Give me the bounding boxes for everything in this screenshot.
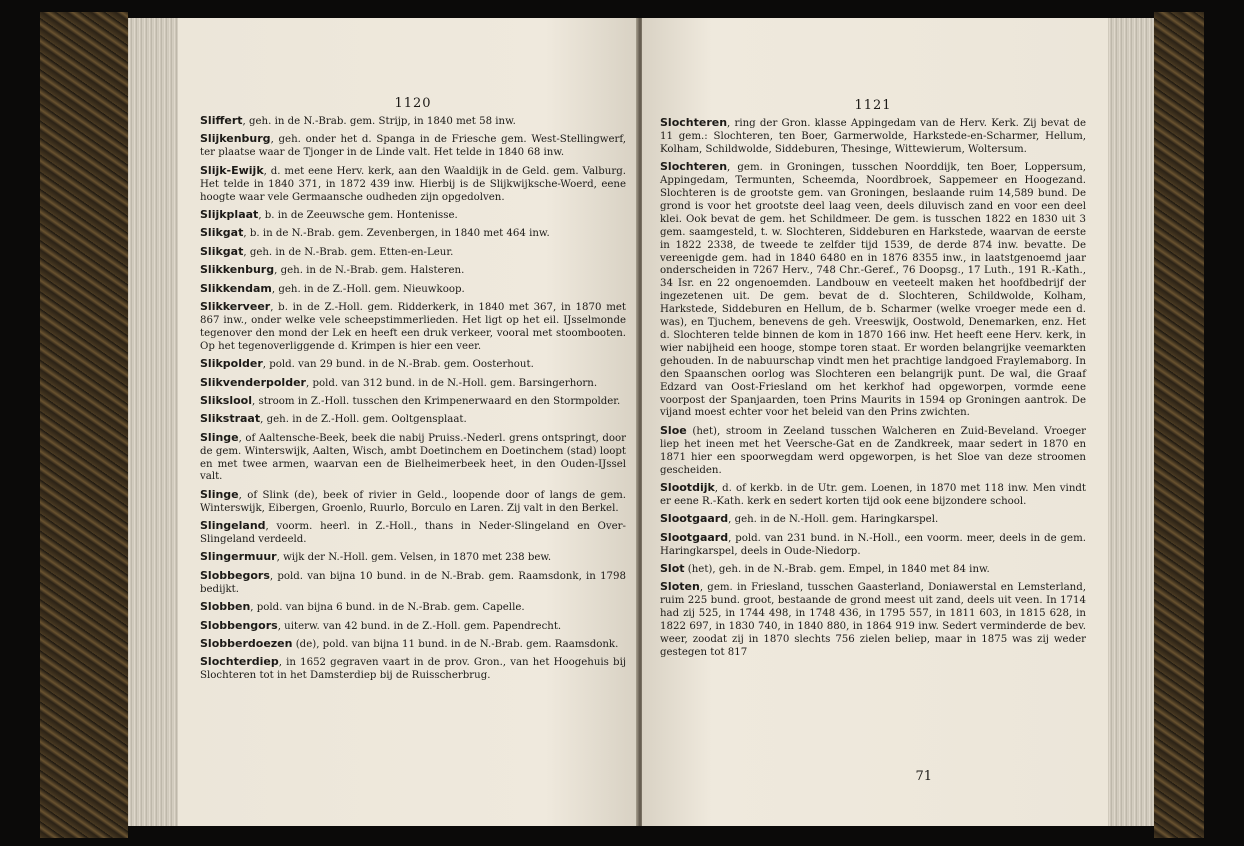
book-cover-left xyxy=(40,12,128,838)
entry-headword: Slootdijk xyxy=(660,480,715,494)
dictionary-entry xyxy=(660,117,1086,157)
right-page xyxy=(642,18,1108,826)
entry-text: , wijk der N.-Holl. gem. Velsen, in 1870 met 238 bew. xyxy=(276,552,552,564)
entry-headword: Slootgaard xyxy=(660,530,729,544)
entry-headword: Slochteren xyxy=(660,160,728,174)
dictionary-entry xyxy=(660,513,1086,527)
entry-text: , pold. van 231 bund. in N.-Holl., een voorm. meer, deels in de gem. Haringkarspel, deels in Oude-Niedorp. xyxy=(660,532,1086,557)
entry-headword: Slikgat xyxy=(200,244,244,258)
entry-text: (het), stroom in Zeeland tusschen Walcheren en Zuid-Beveland. Vroeger liep het ineen met het Veersche-Gat en de Zandkreek, maar sedert in 1870 en 1871 hier een spoorwegdam werd opgeworpen, is het Sloe van deze stroomen gescheiden. xyxy=(660,425,1086,476)
page-edges-left xyxy=(128,18,178,826)
entry-headword: Slingeland xyxy=(200,519,266,533)
entry-text: , pold. van bijna 6 bund. in de N.-Brab. gem. Capelle. xyxy=(250,602,525,614)
dictionary-entry xyxy=(200,133,626,160)
dictionary-entry xyxy=(200,283,626,297)
entry-text: , voorm. heerl. in Z.-Holl., thans in Neder-Slingeland en Over-Slingeland verdeeld. xyxy=(200,521,626,546)
entry-text: (het), geh. in de N.-Brab. gem. Empel, in 1840 met 84 inw. xyxy=(684,564,990,575)
dictionary-entry xyxy=(200,209,626,223)
dictionary-entry xyxy=(200,432,626,485)
entry-headword: Slochteren xyxy=(660,116,728,129)
entry-headword: Slingermuur xyxy=(200,550,277,564)
entry-headword: Slikslool xyxy=(200,393,252,407)
entry-text: , of Slink (de), beek of rivier in Geld., loopende door of langs de gem. Winterswijk, Eibergen, Groenlo, Ruurlo, Borculo en Laren. Zij valt in den Berkel. xyxy=(200,489,626,514)
dictionary-entry xyxy=(200,165,626,205)
entry-headword: Slikpolder xyxy=(200,357,263,371)
dictionary-entry xyxy=(200,551,626,565)
dictionary-entry xyxy=(660,425,1086,478)
entry-headword: Slot xyxy=(660,562,685,575)
entry-headword: Slikkendam xyxy=(200,281,272,295)
dictionary-entry xyxy=(200,246,626,260)
entry-text: , d. met eene Herv. kerk, aan den Waaldijk in de Geld. gem. Valburg. Het telde in 1840 371, in 1872 439 inw. Hierbij is de Slijkwijksche-Woerd, eene hoogte waar vele Germaansche oudheden zijn opgedolven. xyxy=(200,165,626,203)
entry-text: , in 1652 gegraven vaart in de prov. Gron., van het Hoogehuis bij Slochteren tot in het Damsterdiep bij de Ruisscherbrug. xyxy=(200,657,626,682)
entry-text: , pold. van 312 bund. in de N.-Holl. gem. Barsingerhorn. xyxy=(305,377,598,389)
entry-text: , b. in de N.-Brab. gem. Zevenbergen, in 1840 met 464 inw. xyxy=(243,228,550,240)
entries-left xyxy=(200,115,626,683)
entry-headword: Slobbengors xyxy=(200,618,278,632)
entry-headword: Slijkenburg xyxy=(200,132,271,146)
entry-text: , pold. van bijna 10 bund. in de N.-Brab. gem. Raamsdonk, in 1798 bedijkt. xyxy=(200,570,626,595)
page-number-right: 1121 xyxy=(854,98,892,113)
entry-text: , of Aaltensche-Beek, beek die nabij Pruiss.-Nederl. grens ontspringt, door de gem. Winterswijk, Aalten, Wisch, ambt Doetinchem en Doetinchem (stad) loopt en met twee armen, waarvan een de Bielheimerbeek heet, in den Ouden-IJssel valt. xyxy=(200,432,626,483)
page-edges-right xyxy=(1108,18,1154,826)
dictionary-entry xyxy=(660,482,1086,509)
dictionary-entry xyxy=(200,413,626,427)
entry-text: , stroom in Z.-Holl. tusschen den Krimpenerwaard en den Stormpolder. xyxy=(251,395,621,407)
page-number-left: 1120 xyxy=(394,96,432,111)
entry-headword: Slikstraat xyxy=(200,412,261,426)
book-cover-right xyxy=(1154,12,1204,838)
entry-text: , gem. in Groningen, tusschen Noorddijk, ten Boer, Loppersum, Appingedam, Termunten, Scheemda, Noordbroek, Sappemeer en Hoogezand. Slochteren is de grootste gem. van Groningen, beslaande ruim 14,589 bund. De grond is voor het grootste deel laag veen, deels diluvisch zand en voor een deel klei. Ook bevat de gem. het Schildmeer. De gem. is tusschen 1822 en 1830 uit 3 gem. saamgesteld, t. w. Slochteren, Siddeburen en Harkstede, waarvan de eerste in 1822 2338, de tweede te zelfder tijd 1539, de derde 874 inw. bevatte. De vereenigde gem. had in 1840 6480 en in 1876 8355 inw., in laatstgenoemd jaar onderscheiden in 7267 Herv., 748 Chr.-Geref., 76 Doopsg., 17 Luth., 191 R.-Kath., 34 Isr. en 22 ongenoemden. Landbouw en veeteelt maken het hoofdbedrijf der ingezetenen uit. De gem. bevat de d. Slochteren, Schildwolde, Kolham, Harkstede, Siddeburen en Hellum, de b. Scharmer (welke vroeger mede een d. was), en Tjuchem, benevens de geh. Vreeswijk, Oostwold, Denemarken, enz. Het d. Slochteren telde binnen de kom in 1870 166 inw. Het heeft eene Herv. kerk, in wier nabijheid een hooge, stompe toren staat. Er worden belangrijke veemarkten gehouden. In de nabuurschap vindt men het prachtige landgoed Fraylemaborg. In den Spaanschen oorlog was Slochteren een belangrijk punt. De wal, die Graaf Edzard van Oost-Friesland om het kerkhof had opgeworpen, vormde eene voorpost der Spanjaarden, toen Prins Maurits in 1594 op Groningen aantrok. De vijand moest echter voor het beleid van den Prins zwichten. xyxy=(660,162,1086,419)
entry-headword: Slinge xyxy=(200,430,239,444)
entry-headword: Sliffert xyxy=(200,114,243,127)
entry-headword: Slikkenburg xyxy=(200,263,275,277)
entry-text: , gem. in Friesland, tusschen Gaasterland, Doniawerstal en Lemsterland, ruim 225 bund. groot, bestaande de grond meest uit zand, deels uit veen. In 1714 had zij 525, in 1744 498, in 1748 436, in 1795 557, in 1811 603, in 1815 628, in 1822 697, in 1830 740, in 1840 880, in 1864 919 inw. Sedert verminderde de bev. weer, zoodat zij in 1870 slechts 756 zielen beliep, maar in 1875 was zij weder gestegen tot 817 xyxy=(660,582,1086,658)
entry-headword: Slochterdiep xyxy=(200,655,279,669)
dictionary-entry xyxy=(200,358,626,372)
left-page xyxy=(178,18,638,826)
entry-text: , geh. in de N.-Brab. gem. Strijp, in 1840 met 58 inw. xyxy=(242,116,516,127)
dictionary-entry xyxy=(200,570,626,597)
dictionary-entry xyxy=(200,520,626,547)
signature-mark: 71 xyxy=(915,769,932,784)
entry-text: , d. of kerkb. in de Utr. gem. Loenen, in 1870 met 118 inw. Men vindt er eene R.-Kath. kerk en sedert korten tijd ook eene bijzondere school. xyxy=(660,482,1086,507)
entry-headword: Slikvenderpolder xyxy=(200,375,306,389)
entry-headword: Slikgat xyxy=(200,226,244,240)
entry-headword: Slootgaard xyxy=(660,512,729,526)
dictionary-entry xyxy=(200,620,626,634)
entries-right xyxy=(660,117,1086,660)
dictionary-entry xyxy=(200,264,626,278)
entry-text: , geh. in de N.-Brab. gem. Etten-en-Leur. xyxy=(243,246,454,258)
dictionary-entry xyxy=(660,563,1086,577)
dictionary-entry xyxy=(200,638,626,652)
entry-text: , uiterw. van 42 bund. in de Z.-Holl. gem. Papendrecht. xyxy=(277,620,562,632)
dictionary-entry xyxy=(200,301,626,354)
entry-text: , geh. in de N.-Brab. gem. Halsteren. xyxy=(274,265,465,277)
entry-headword: Slijk-Ewijk xyxy=(200,163,264,177)
dictionary-entry xyxy=(200,227,626,241)
dictionary-entry xyxy=(200,377,626,391)
entry-headword: Slobbegors xyxy=(200,568,270,582)
entry-text: (de), pold. van bijna 11 bund. in de N.-Brab. gem. Raamsdonk. xyxy=(292,639,619,650)
entry-text: , ring der Gron. klasse Appingedam van de Herv. Kerk. Zij bevat de 11 gem.: Slochteren, ten Boer, Garmerwolde, Harkstede-en-Scharmer, Hellum, Kolham, Schildwolde, Siddeburen, Thesinge, Wittewierum, Woltersum. xyxy=(660,118,1086,155)
entry-headword: Slobben xyxy=(200,600,251,614)
dictionary-entry xyxy=(200,601,626,615)
dictionary-entry xyxy=(200,656,626,683)
dictionary-entry xyxy=(660,161,1086,420)
entry-headword: Slikkerveer xyxy=(200,299,271,313)
dictionary-entry xyxy=(200,489,626,516)
entry-text: , geh. onder het d. Spanga in de Friesche gem. West-Stellingwerf, ter plaatse waar de Tjonger in de Linde valt. Het telde in 1840 68 inw. xyxy=(200,134,626,159)
entry-text: , b. in de Zeeuwsche gem. Hontenisse. xyxy=(258,209,458,221)
entry-text: , geh. in de Z.-Holl. gem. Ooltgensplaat. xyxy=(260,414,467,426)
entry-text: , geh. in de Z.-Holl. gem. Nieuwkoop. xyxy=(271,283,465,295)
dictionary-entry xyxy=(660,532,1086,559)
entry-text: , b. in de Z.-Holl. gem. Ridderkerk, in 1840 met 367, in 1870 met 867 inw., onder welke vele scheepstimmerlieden. Het ligt op het eil. IJsselmonde tegenover den mond der Lek en heeft een druk verkeer, vooral met stoombooten. Op het tegenoverliggende d. Krimpen is hier een veer. xyxy=(200,301,626,352)
entry-headword: Sloten xyxy=(660,580,700,594)
entry-text: , geh. in de N.-Holl. gem. Haringkarspel. xyxy=(728,514,939,526)
dictionary-entry xyxy=(660,581,1086,659)
dictionary-entry xyxy=(200,395,626,409)
dictionary-entry xyxy=(200,115,626,129)
entry-headword: Slijkplaat xyxy=(200,207,259,221)
entry-headword: Sloe xyxy=(660,423,687,437)
entry-headword: Slobberdoezen xyxy=(200,637,293,650)
entry-headword: Slinge xyxy=(200,487,239,501)
entry-text: , pold. van 29 bund. in de N.-Brab. gem. Oosterhout. xyxy=(262,359,534,371)
